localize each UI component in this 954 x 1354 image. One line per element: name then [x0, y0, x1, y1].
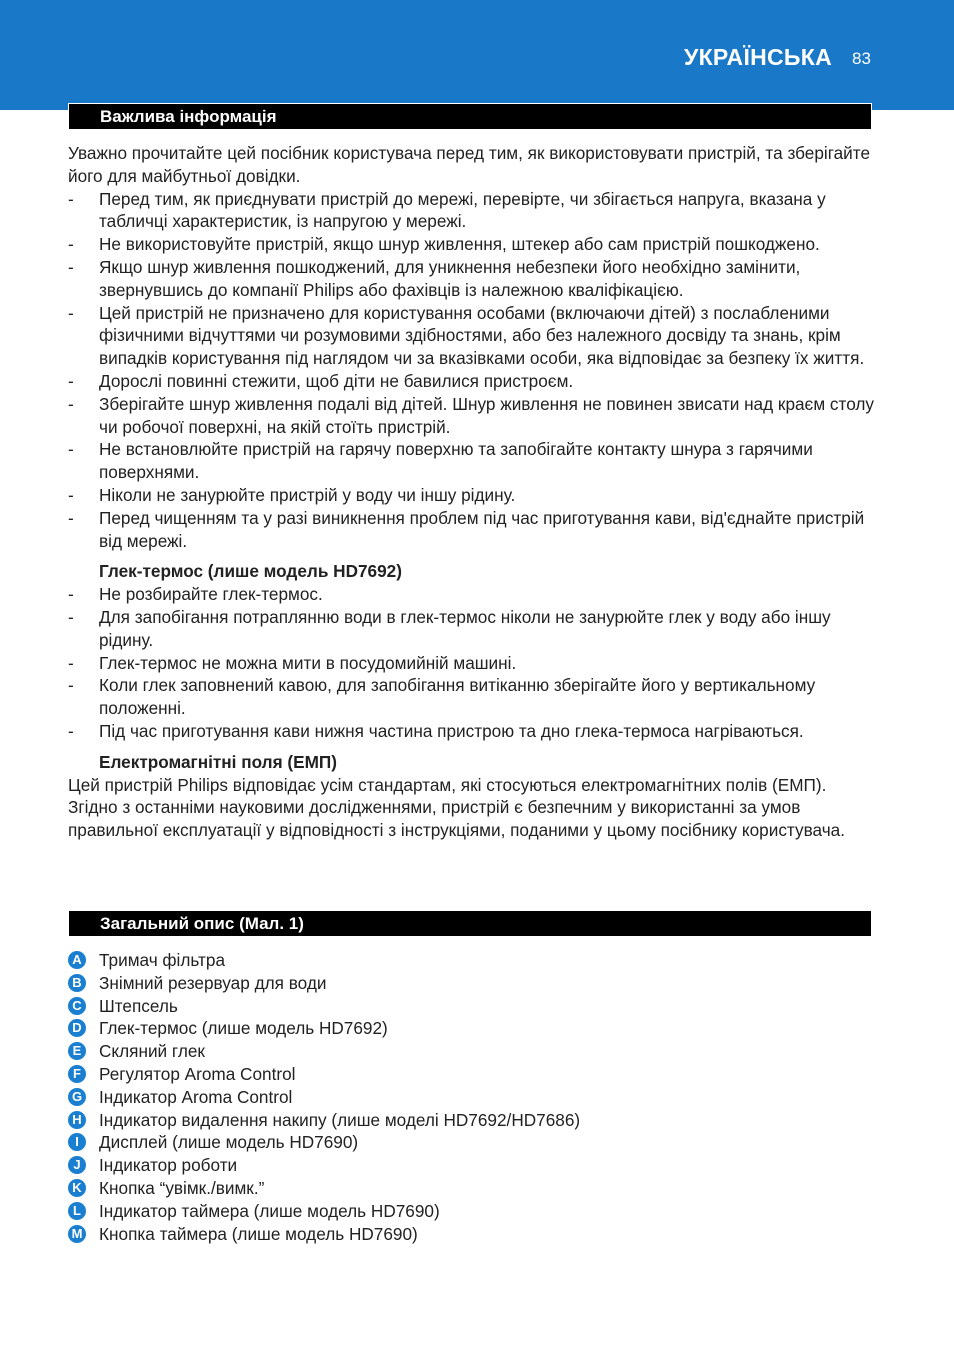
list-item-text: Перед чищенням та у разі виникнення проблем під час приготування кави, від'єднайте пристрій від мережі. — [99, 507, 865, 551]
component-label: Дисплей (лише модель HD7690) — [99, 1132, 359, 1153]
list-item-text: Ніколи не занурюйте пристрій у воду чи іншу рідину. — [99, 484, 516, 505]
component-item — [68, 1017, 876, 1040]
letter-badge: G — [68, 1088, 86, 1106]
component-item — [68, 1223, 876, 1246]
section-title: Загальний опис (Мал. 1) — [100, 914, 304, 933]
letter-badge: A — [68, 951, 86, 969]
letter-badge: E — [68, 1042, 86, 1060]
list-item — [68, 652, 876, 675]
jug-list — [68, 583, 876, 743]
component-item — [68, 1154, 876, 1177]
list-item-text: Для запобігання потраплянню води в глек-термос ніколи не занурюйте глек у воду або іншу рідину. — [99, 606, 831, 650]
list-item — [68, 720, 876, 743]
list-item — [68, 393, 876, 439]
bullet-dash: - — [68, 484, 74, 505]
component-label: Індикатор видалення накипу (лише моделі HD7692/HD7686) — [99, 1109, 581, 1130]
component-item — [68, 949, 876, 972]
letter-badge: M — [68, 1225, 86, 1243]
bullet-dash: - — [68, 256, 74, 277]
section-heading-important — [68, 103, 872, 130]
letter-badge: I — [68, 1133, 86, 1151]
component-label: Знімний резервуар для води — [99, 972, 327, 993]
safety-list — [68, 188, 876, 553]
page-number: 83 — [852, 49, 871, 68]
intro-paragraph: Уважно прочитайте цей посібник користувача перед тим, як використовувати пристрій, та зберігайте його для майбутньої довідки. — [68, 143, 871, 186]
letter-badge: D — [68, 1019, 86, 1037]
bullet-dash: - — [68, 606, 74, 627]
bullet-dash: - — [68, 675, 74, 696]
component-label: Глек-термос (лише модель HD7692) — [99, 1018, 388, 1039]
component-item — [68, 1200, 876, 1223]
list-item — [68, 674, 876, 720]
list-item — [68, 302, 876, 370]
list-item-text: Якщо шнур живлення пошкоджений, для уникнення небезпеки його необхідно замінити, звернувшись до компанії Philips або фахівців із належною кваліфікацією. — [99, 256, 801, 300]
bullet-dash: - — [68, 188, 74, 209]
letter-badge: K — [68, 1179, 86, 1197]
bullet-dash: - — [68, 507, 74, 528]
emf-paragraph: Цей пристрій Philips відповідає усім стандартам, які стосуються електромагнітних полів (ЕМП). Згідно з останніми науковими дослідженнями, пристрій є безпечним у використанні за умов правильної експлуатації у відповідності з інструкціями, поданими у цьому посібнику користувача. — [68, 774, 845, 841]
letter-badge: J — [68, 1156, 86, 1174]
list-item-text: Не використовуйте пристрій, якщо шнур живлення, штекер або сам пристрій пошкоджено. — [99, 234, 820, 255]
header-bar — [0, 0, 954, 110]
list-item — [68, 438, 876, 484]
letter-badge: C — [68, 997, 86, 1015]
list-item-text: Глек-термос не можна мити в посудомийній машині. — [99, 652, 517, 673]
component-item — [68, 972, 876, 995]
letter-badge: B — [68, 974, 86, 992]
components-list — [68, 949, 876, 1245]
component-label: Регулятор Aroma Control — [99, 1063, 296, 1084]
component-label: Індикатор Aroma Control — [99, 1086, 293, 1107]
list-item — [68, 370, 876, 393]
bullet-dash: - — [68, 302, 74, 323]
important-info-content — [68, 142, 876, 842]
list-item — [68, 188, 876, 234]
bullet-dash: - — [68, 652, 74, 673]
bullet-dash: - — [68, 234, 74, 255]
component-item — [68, 1040, 876, 1063]
section-heading-general-description — [68, 910, 872, 937]
list-item-text: Перед тим, як приєднувати пристрій до мережі, перевірте, чи збігається напруга, вказана у табличці характеристик, із напругою у мережі. — [99, 188, 826, 232]
component-label: Скляний глек — [99, 1041, 205, 1062]
list-item — [68, 583, 876, 606]
list-item — [68, 606, 876, 652]
list-item-text: Цей пристрій не призначено для користування особами (включаючи дітей) з послабленими фізичними відчуттями чи розумовими здібностями, або без належного досвіду та знань, крім випадків користування під наглядом чи за вказівками особи, яка відповідає за безпеку їх життя. — [99, 302, 865, 369]
bullet-dash: - — [68, 584, 74, 605]
list-item — [68, 484, 876, 507]
component-label: Тримач фільтра — [99, 950, 226, 970]
list-item-text: Не встановлюйте пристрій на гарячу поверхню та запобігайте контакту шнура з гарячими поверхнями. — [99, 439, 813, 483]
bullet-dash: - — [68, 370, 74, 391]
bullet-dash: - — [68, 439, 74, 460]
list-item — [68, 256, 876, 302]
list-item-text: Коли глек заповнений кавою, для запобігання витіканню зберігайте його у вертикальному положенні. — [99, 675, 816, 719]
component-item — [68, 1086, 876, 1109]
component-label: Індикатор роботи — [99, 1155, 238, 1176]
component-item — [68, 1131, 876, 1154]
component-item — [68, 995, 876, 1018]
component-label: Кнопка “увімк./вимк.” — [99, 1177, 265, 1198]
list-item-text: Під час приготування кави нижня частина пристрою та дно глека-термоса нагріваються. — [99, 720, 804, 741]
bullet-dash: - — [68, 393, 74, 414]
component-item — [68, 1109, 876, 1132]
language-title: УКРАЇНСЬКА — [683, 44, 832, 70]
component-label: Штепсель — [99, 995, 178, 1016]
emf-subheading: Електромагнітні поля (ЕМП) — [99, 751, 337, 772]
section-title: Важлива інформація — [100, 107, 277, 126]
letter-badge: L — [68, 1202, 86, 1220]
list-item — [68, 507, 876, 553]
component-label: Індикатор таймера (лише модель HD7690) — [99, 1200, 440, 1221]
component-label: Кнопка таймера (лише модель HD7690) — [99, 1223, 418, 1244]
list-item — [68, 233, 876, 256]
list-item-text: Зберігайте шнур живлення подалі від дітей. Шнур живлення не повинен звисати над краєм столу чи робочої поверхні, на якій стоїть пристрій. — [99, 393, 874, 437]
component-item — [68, 1177, 876, 1200]
letter-badge: H — [68, 1111, 86, 1129]
list-item-text: Не розбирайте глек-термос. — [99, 584, 323, 605]
component-item — [68, 1063, 876, 1086]
bullet-dash: - — [68, 720, 74, 741]
letter-badge: F — [68, 1065, 86, 1083]
list-item-text: Дорослі повинні стежити, щоб діти не бавилися пристроєм. — [99, 370, 574, 391]
jug-subheading: Глек-термос (лише модель HD7692) — [99, 561, 402, 582]
